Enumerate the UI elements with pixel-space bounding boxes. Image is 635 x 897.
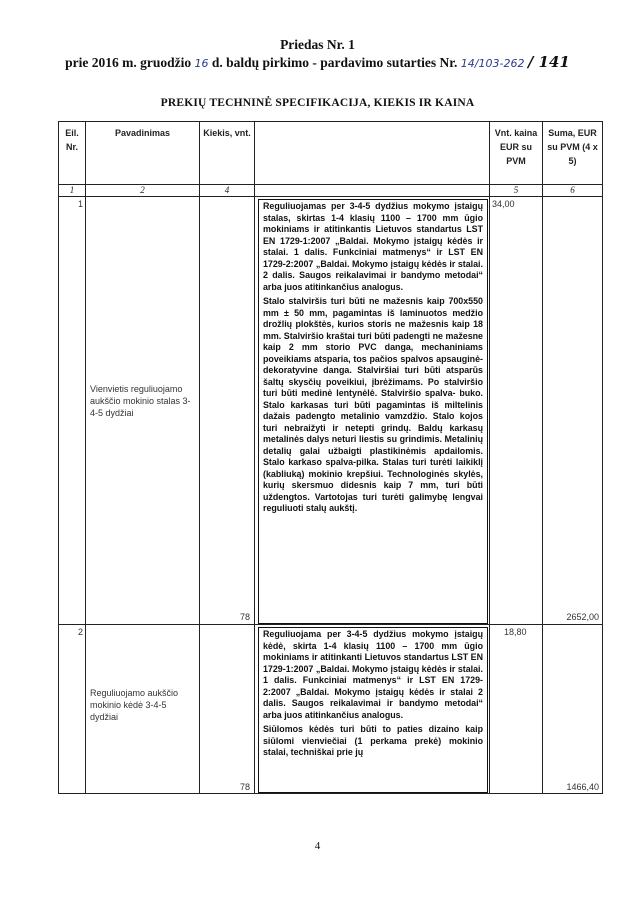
spec-paragraph: Stalo stalviršis turi būti ne mažesnis kaip 700x550 mm ± 50 mm, pagamintas iš laminuotos medžio drožlių plokštės, kurios storis ne mažesnis kaip 18 mm. Stalviršio kraštai turi būti padengti ne mažesne kaip 2 mm storio PVC danga, mechaniniams poveikiams atsparia, tos pačios spalvos apsauginė-dekoratyvine danga. Stalviršiai turi būti atsparūs šaltų skysčių poveikiui, įbrėžimams. Po stalviršio turi būti medinė lentynėlė. Stalviršio spalva- buko. Stalo karkasas turi būti pagamintas iš miltelinis dažais padengto metalinio vamzdžio. Stalo kojos turi nebraižyti ir netepti grindų. Baldų karkasų metalinės dalys neturi liestis su grindimis. Metalinių detalių galai užbaigti plastikinėmis apdailomis. Stalo karkaso spalva-pilka. Stalas turi turėti laikiklį (kabliuką) mokinio krepšiui. Technologinės skylės, kurių skersmuo didesnis kaip 7 mm, turi būti uždengtos. Vartotojas turi turėti galimybę lengvai reguliuoti stalų aukštį. <box>263 296 483 513</box>
row-number: 1 <box>78 199 84 209</box>
col-line-1 <box>85 121 86 794</box>
col-line-5 <box>542 121 543 794</box>
colnum-1: 1 <box>69 185 75 195</box>
colnum-2: 2 <box>140 185 145 195</box>
spec-paragraph: Reguliuojama per 3-4-5 dydžius mokymo įstaigų kėdė, skirta 1-4 klasių 1100 – 1700 mm ūgio mokiniams ir atitinkanti Lietuvos standartus LST EN 1729-1:2007 „Baldai. Mokymo įstaigų kėdės ir stalai. 1 dalis. Funkciniai matmenys“ ir LST EN 1729-2:2007 „Baldai. Mokymo įstaigų kėdės ir stalai 2 dalis. Saugos reikalavimai ir bandymo metodai“ arba juos atitinkančius analogus. <box>263 629 483 720</box>
quantity: 78 <box>239 782 250 792</box>
handwritten-contract-number: 14/103-262 <box>460 57 525 70</box>
document-title: PREKIŲ TECHNINĖ SPECIFIKACIJA, KIEKIS IR KAINA <box>160 97 475 109</box>
spec-paragraph: Reguliuojamas per 3-4-5 dydžius mokymo įstaigų stalas, skirtas 1-4 klasių 1100 – 1700 mm ūgio mokiniams ir atitinkantis Lietuvos standartus LST EN 1729-1:2007 „Baldai. Mokymo įstaigų kėdės ir stalai. 1 dalis. Funkciniai matmenys“ ir LST EN 1729-2:2007 „Baldai. Mokymo įstaigų kėdės ir stalai. 2 dalis. Saugos reikalavimai ir bandymo metodai“ arba juos atitinkančius analogus. <box>263 201 483 292</box>
line-sum: 2652,00 <box>566 612 599 622</box>
line-sum: 1466,40 <box>566 782 599 792</box>
col-line-2 <box>199 121 200 794</box>
handwritten-day: 16 <box>194 57 209 70</box>
col-header-name: Pavadinimas <box>114 128 171 138</box>
colnum-6: 6 <box>570 185 575 195</box>
appendix-title: Priedas Nr. 1 <box>280 37 355 52</box>
unit-price: 34,00 <box>492 199 515 209</box>
col-header-qty: Kiekis, vnt. <box>203 128 251 138</box>
row-number: 2 <box>78 627 84 637</box>
row-separator <box>58 624 603 625</box>
table-border-right <box>602 121 603 794</box>
technical-specification <box>263 629 483 791</box>
table-border-bottom <box>58 793 603 794</box>
contract-mid: d. baldų pirkimo - pardavimo sutarties Nr. <box>211 55 458 70</box>
col-header-sum: Suma, EUR su PVM (4 x 5) <box>547 128 598 166</box>
colnum-4: 4 <box>224 185 230 195</box>
unit-price: 18,80 <box>504 627 527 637</box>
contract-reference <box>0 53 635 71</box>
quantity: 78 <box>239 612 250 622</box>
product-name: Vienvietis reguliuojamo aukščio mokinio stalas 3-4-5 dydžiai <box>90 384 191 418</box>
colnum-separator <box>58 196 603 197</box>
col-header-nr: Eil. Nr. <box>65 128 79 152</box>
spec-paragraph: Siūlomos kėdės turi būti to paties dizaino kaip siūlomi vienviečiai (1 perkama prekė) mokinio stalai, techniškai prie jų <box>263 724 483 757</box>
table-border-top <box>58 121 603 122</box>
col-line-3 <box>254 121 255 794</box>
contract-prefix: prie 2016 m. gruodžio <box>65 55 192 70</box>
page-number: 4 <box>314 840 321 852</box>
technical-specification <box>263 201 483 621</box>
table-border-left <box>58 121 59 794</box>
colnum-5: 5 <box>513 185 519 195</box>
col-header-unit-price: Vnt. kaina EUR su PVM <box>494 128 538 166</box>
handwritten-contract-suffix: / 141 <box>527 53 570 71</box>
product-name: Reguliuojamo aukščio mokinio kėdė 3-4-5 dydžiai <box>90 688 179 722</box>
col-line-4 <box>489 121 490 794</box>
